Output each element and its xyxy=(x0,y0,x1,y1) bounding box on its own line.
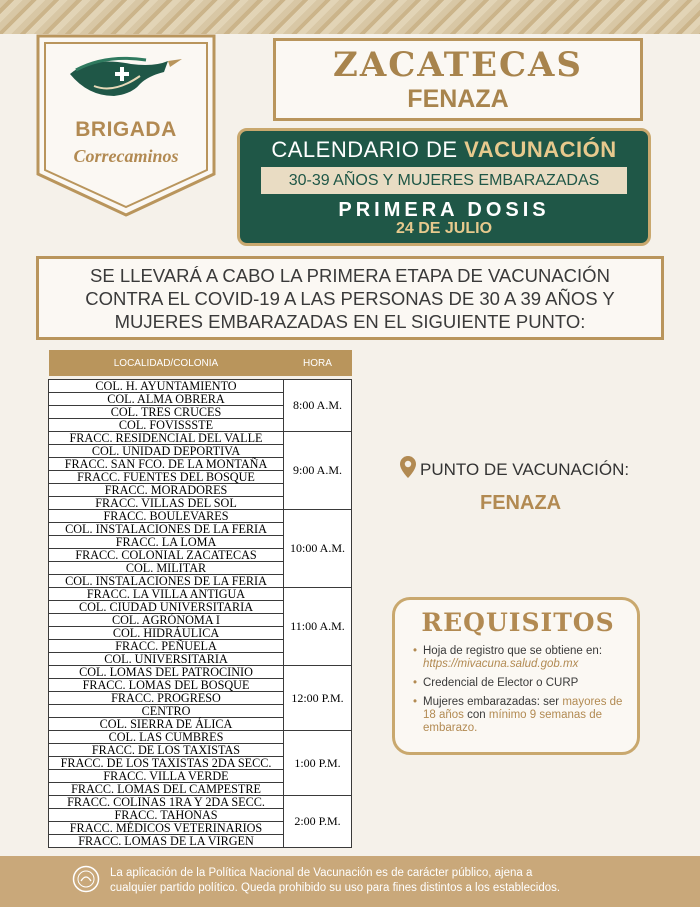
decorative-top-band xyxy=(0,0,700,34)
schedule-table xyxy=(48,350,352,848)
hora-cell: 9:00 A.M. xyxy=(284,431,352,509)
location-title-box xyxy=(273,38,643,121)
colonia-cell: COL. TRES CRUCES xyxy=(49,405,284,418)
colonia-cell: COL. LAS CUMBRES xyxy=(49,730,284,743)
table-row xyxy=(49,587,352,600)
hora-cell: 2:00 P.M. xyxy=(284,795,352,847)
list-item xyxy=(413,645,623,671)
calendar-dose: PRIMERA DOSIS xyxy=(338,199,550,221)
intro-line: SE LLEVARÁ A CABO LA PRIMERA ETAPA DE VACUNACIÓN xyxy=(90,265,610,286)
colonia-cell: FRACC. MÉDICOS VETERINARIOS xyxy=(49,821,284,834)
hora-cell: 12:00 P.M. xyxy=(284,665,352,730)
requirements-title: REQUISITOS xyxy=(421,608,615,637)
intro-line: MUJERES EMBARAZADAS EN EL SIGUIENTE PUNTO: xyxy=(114,311,586,332)
vaccination-calendar-box xyxy=(237,128,651,246)
column-header-hora: HORA xyxy=(284,350,352,376)
colonia-cell: COL. HIDRÁULICA xyxy=(49,626,284,639)
colonia-cell: FRACC. MORADORES xyxy=(49,483,284,496)
calendar-heading-highlight: VACUNACIÓN xyxy=(464,137,617,162)
hora-cell: 10:00 A.M. xyxy=(284,509,352,587)
table-row xyxy=(49,431,352,444)
colonia-cell: COL. ALMA OBRERA xyxy=(49,392,284,405)
state-title: ZACATECAS xyxy=(333,45,583,85)
list-item xyxy=(413,677,623,690)
calendar-date: 24 DE JULIO xyxy=(395,220,493,237)
colonia-cell: FRACC. LOMAS DEL BOSQUE xyxy=(49,678,284,691)
calendar-heading xyxy=(240,137,648,163)
vaccination-point-place: FENAZA xyxy=(480,492,562,514)
colonia-cell: FRACC. PEÑUELA xyxy=(49,639,284,652)
requirement-text: Mujeres embarazadas: ser xyxy=(423,696,563,708)
requirements-list xyxy=(413,645,623,735)
colonia-cell: COL. UNIVERSITARIA xyxy=(49,652,284,665)
colonia-cell: FRACC. LOMAS DE LA VIRGEN xyxy=(49,834,284,847)
footer-text xyxy=(110,866,670,896)
table-row xyxy=(49,509,352,522)
government-seal-icon xyxy=(72,865,100,897)
colonia-cell: COL. LOMAS DEL PATROCINIO xyxy=(49,665,284,678)
footer-disclaimer xyxy=(0,856,700,907)
location-pin-icon xyxy=(400,456,416,483)
intro-announcement xyxy=(36,256,664,340)
colonia-cell: COL. INSTALACIONES DE LA FERIA xyxy=(49,522,284,535)
calendar-group-band: 30-39 AÑOS Y MUJERES EMBARAZADAS xyxy=(261,167,627,194)
footer-line: La aplicación de la Política Nacional de Vacunación es de carácter público, ajena a xyxy=(110,867,533,879)
requirement-text: con xyxy=(463,709,489,721)
vaccination-point-label: PUNTO DE VACUNACIÓN: xyxy=(420,459,630,479)
colonia-cell: COL. AGRÓNOMA I xyxy=(49,613,284,626)
colonia-cell: COL. UNIDAD DEPORTIVA xyxy=(49,444,284,457)
table-row xyxy=(49,665,352,678)
table-row xyxy=(49,730,352,743)
requirement-text: Credencial de Elector o CURP xyxy=(423,677,579,689)
hora-cell: 11:00 A.M. xyxy=(284,587,352,665)
colonia-cell: FRACC. LA VILLA ANTIGUA xyxy=(49,587,284,600)
requirement-accent: mayores de 18 años xyxy=(423,696,623,721)
colonia-cell: FRACC. BOULEVARES xyxy=(49,509,284,522)
list-item xyxy=(413,696,623,735)
intro-line: CONTRA EL COVID-19 A LAS PERSONAS DE 30 A 39 AÑOS Y xyxy=(85,288,615,309)
hora-cell: 8:00 A.M. xyxy=(284,379,352,431)
requirements-box xyxy=(392,597,640,755)
colonia-cell: COL. FOVISSSTE xyxy=(49,418,284,431)
table-row xyxy=(49,379,352,392)
calendar-heading-prefix: CALENDARIO DE xyxy=(271,137,465,162)
requirement-accent: mínimo 9 semanas de embarazo. xyxy=(423,709,603,734)
footer-line: cualquier partido político. Queda prohibido su uso para fines distintos a los establecidos. xyxy=(110,882,561,894)
colonia-cell: FRACC. COLINAS 1RA Y 2DA SECC. xyxy=(49,795,284,808)
vaccination-point xyxy=(400,456,660,515)
registration-link[interactable]: https://mivacuna.salud.gob.mx xyxy=(423,658,579,670)
colonia-cell: FRACC. RESIDENCIAL DEL VALLE xyxy=(49,431,284,444)
colonia-cell: FRACC. PROGRESO xyxy=(49,691,284,704)
column-header-colonia: LOCALIDAD/COLONIA xyxy=(49,350,284,376)
colonia-cell: FRACC. SAN FCO. DE LA MONTAÑA xyxy=(49,457,284,470)
colonia-cell: FRACC. COLONIAL ZACATECAS xyxy=(49,548,284,561)
colonia-cell: FRACC. VILLA VERDE xyxy=(49,769,284,782)
colonia-cell: FRACC. FUENTES DEL BOSQUE xyxy=(49,470,284,483)
table-row xyxy=(49,795,352,808)
colonia-cell: COL. INSTALACIONES DE LA FERIA xyxy=(49,574,284,587)
colonia-cell: COL. MILITAR xyxy=(49,561,284,574)
colonia-cell: COL. SIERRA DE ÁLICA xyxy=(49,717,284,730)
place-title: FENAZA xyxy=(407,85,509,113)
correcaminos-subtitle: Correcaminos xyxy=(73,146,179,166)
brigada-logo-shield xyxy=(36,34,216,217)
brigada-title: BRIGADA xyxy=(75,118,177,141)
requirement-text: Hoja de registro que se obtiene en: xyxy=(423,645,603,657)
colonia-cell: FRACC. VILLAS DEL SOL xyxy=(49,496,284,509)
colonia-cell: COL. H. AYUNTAMIENTO xyxy=(49,379,284,392)
hora-cell: 1:00 P.M. xyxy=(284,730,352,795)
colonia-cell: FRACC. LOMAS DEL CAMPESTRE xyxy=(49,782,284,795)
colonia-cell: FRACC. LA LOMA xyxy=(49,535,284,548)
colonia-cell: FRACC. DE LOS TAXISTAS 2DA SECC. xyxy=(49,756,284,769)
colonia-cell: FRACC. TAHONAS xyxy=(49,808,284,821)
colonia-cell: FRACC. DE LOS TAXISTAS xyxy=(49,743,284,756)
colonia-cell: CENTRO xyxy=(49,704,284,717)
colonia-cell: COL. CIUDAD UNIVERSITARIA xyxy=(49,600,284,613)
